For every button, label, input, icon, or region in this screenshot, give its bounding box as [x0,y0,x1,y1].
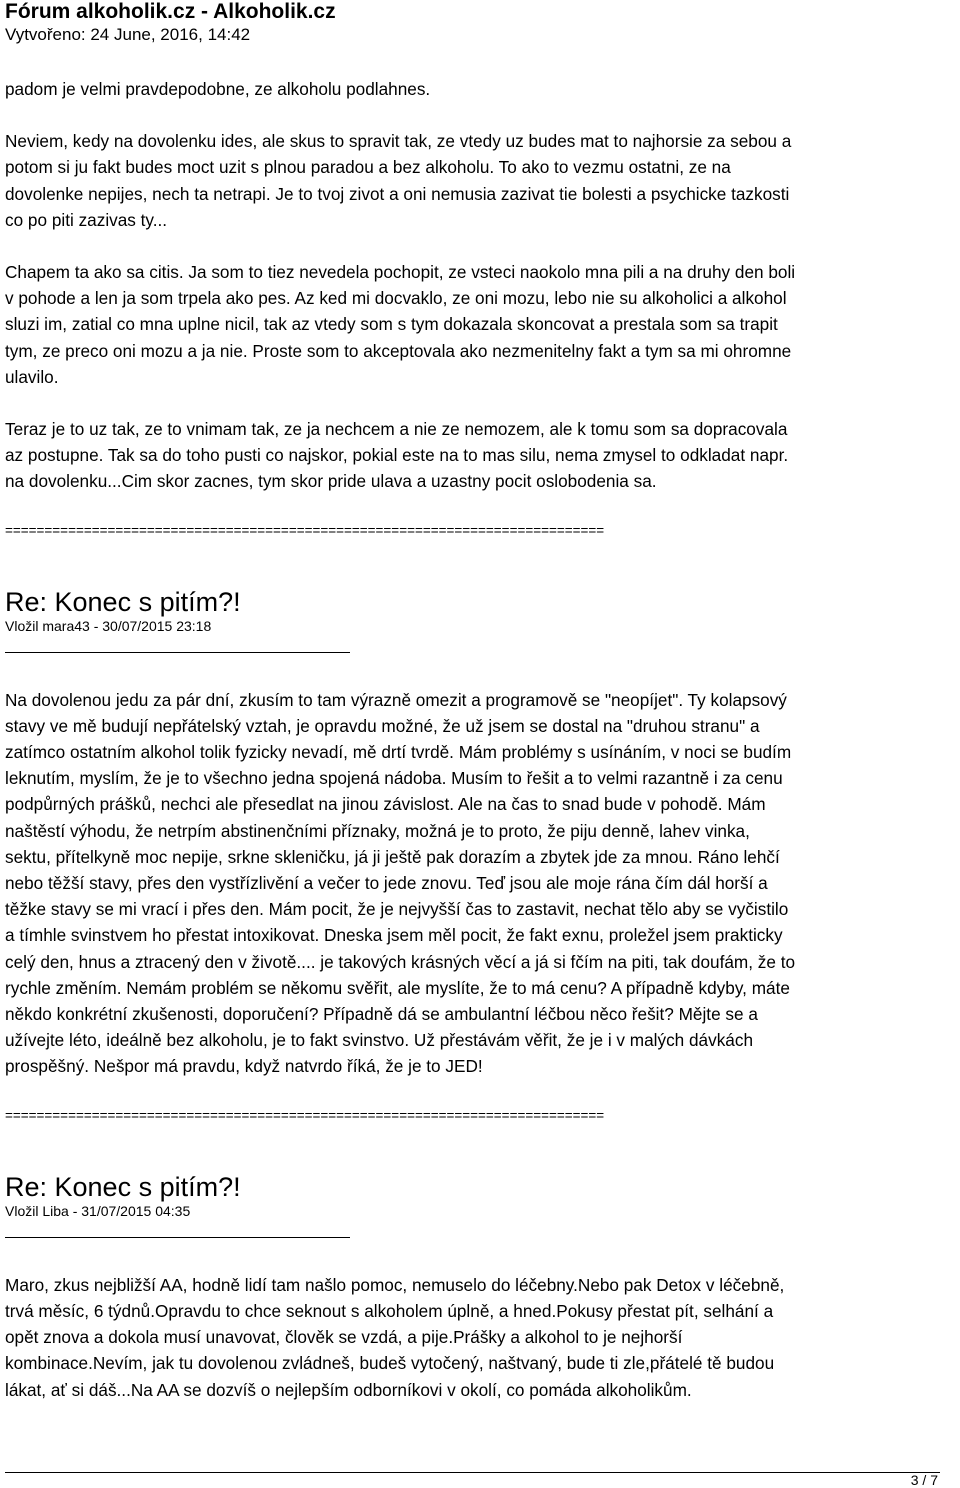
post-byline: Vložil mara43 - 30/07/2015 23:18 [5,617,212,634]
post-paragraph: Teraz je to uz tak, ze to vnimam tak, ze ja nechcem a nie ze nemozem, ale k tomu som sa dopracovala az postupne. Tak sa do toho pusti co najskor, pokial este na to mas silu, nema zmysel to odkladat napr. na dovolenku...Cim skor zacnes, tym skor pride ulava a uzastny pocit oslobodenia sa. [5,419,789,492]
post-separator: ============================================================================ [5,1107,605,1123]
spacer [5,495,955,521]
spacer [5,635,955,652]
document-header [5,0,955,46]
post-title: Re: Konec s pitím?! [5,586,241,617]
document-content [5,76,955,1403]
post-paragraph: Chapem ta ako sa citis. Ja som to tiez nevedela pochopit, ze vsteci naokolo mna pili a na druhy den boli v pohode a len ja som trpela ako pes. Az ked mi docvaklo, ze oni mozu, lebo nie su alkoholici a alkohol sluzi im, zatial co mna uplne nicil, tak az vtedy som s tym dokazala skoncovat a prestala som sa trapit tym, ze preco oni mozu a ja nie. Proste som to akceptovala ako nezmenitelny fakt a tym sa mi ohromne ulavilo. [5,262,796,387]
paragraph-gap [5,102,955,128]
post [5,587,955,1080]
post-separator: ============================================================================ [5,522,605,538]
paragraph-gap [5,233,955,259]
post-body: Na dovolenou jedu za pár dní, zkusím to tam výrazně omezit a programově se "neopíjet". Ty kolapsový stavy ve mě budují nepřátelský vztah, je opravdu možné, že už jsem se dostal na "druhou stranu" a zatímco ostatním alkohol tolik fyzicky nevadí, mě drtí tvrdě. Mám problémy s usínáním, v noci se budím leknutím, myslím, že je to všechno jedna spojená nádoba. Musím to řešit a to velmi razantně i za cenu podpůrných prášků, nechci ale přesedlat na jinou závislost. Ale na čas to snad bude v pohodě. Mám naštěstí výhodu, že netrpím abstinenčními příznaky, možná je to proto, že piju denně, lahev vinka, sektu, přítelkyně moc nepije, srkne skleničku, já ji ještě pak dorazím a zbytek jde za mnou. Ráno lehčí nebo těžší stavy, přes den vystřízlivění a večer to jede znovu. Teď jsou ale moje rána čím dál horší a těžke stavy se mi vrací i přes den. Mám pocit, že je nejvyšší čas to zastavit, nechat tělo aby se vyčistilo a tímhle svinstvem ho přestat intoxikovat. Dneska jsem měl pocit, že fakt exnu, proležel jsem prakticky celý den, hnus a ztracený den v životě.... je takových krásných věcí a já si fčím na piti, tak doufám, že to rychle změním. Nemám problém se někomu svěřit, ale myslíte, že to má cenu? A případně kdyby, máte někdo konkrétní zkušenosti, doporučení? Případně dá se ambulantní léčbou něco řešit? Mějte se a užívejte léto, ideálně bez alkoholu, je to fakt svinstvo. Už přestávám věřit, že je i v malých dávkách prospěšný. Nešpor má pravdu, když natvrdo říká, že je to JED! [5,689,796,1077]
footer-divider [5,1472,940,1473]
post [5,1172,955,1403]
spacer [5,1080,955,1106]
spacer [5,1126,955,1172]
spacer [5,541,955,587]
paragraph-gap [5,390,955,416]
post-continued [5,76,955,495]
spacer [5,1238,955,1272]
spacer [5,1220,955,1237]
post-body: Maro, zkus nejbližší AA, hodně lidí tam našlo pomoc, nemuselo do léčebny.Nebo pak Detox v léčebně, trvá měsíc, 6 týdnů.Opravdu to chce seknout s alkoholem úplně, a hned.Pokusy přestat pít, selhání a opět znova a dokola musí unavovat, člověk se vzdá, a pije.Prášky a alkohol to je nejhorší kombinace.Nevím, jak tu dovolenou zvládneš, budeš vytočený, naštvaný, bude ti zle,přátelé tě budou lákat, ať si dáš...Na AA se dozvíš o nejlepším odborníkovi v okolí, co pomáda alkoholikům. [5,1274,785,1400]
post-paragraph: Neviem, kedy na dovolenku ides, ale skus to spravit tak, ze vtedy uz budes mat to najhorsie za sebou a potom si ju fakt budes moct uzit s plnou paradou a bez alkoholu. To ako to vezmu ostatni, ze na dovolenke nepijes, nech ta netrapi. Je to tvoj zivot a oni nemusia zazivat tie bolesti a psychicke tazkosti co po piti zazivas ty... [5,131,792,230]
page-number: 3 / 7 [910,1472,938,1488]
post-byline: Vložil Liba - 31/07/2015 04:35 [5,1202,191,1219]
post-paragraph: padom je velmi pravdepodobne, ze alkoholu podlahnes. [5,79,431,99]
created-timestamp: Vytvořeno: 24 June, 2016, 14:42 [5,25,251,44]
spacer [5,653,955,687]
post-title: Re: Konec s pitím?! [5,1171,241,1202]
site-title: Fórum alkoholik.cz - Alkoholik.cz [5,0,336,23]
